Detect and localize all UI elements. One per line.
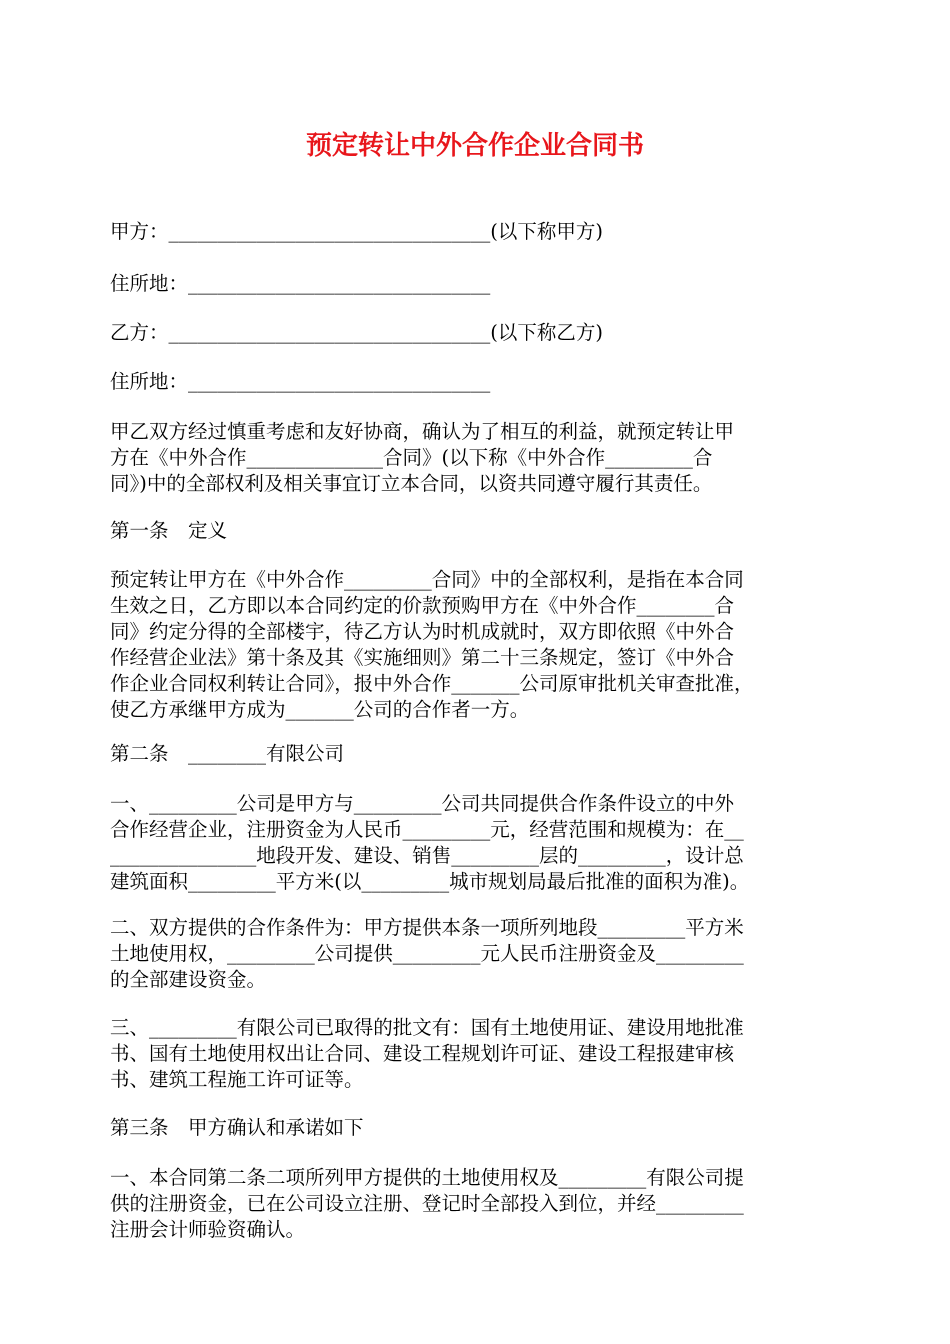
text-line: 供的注册资金，已在公司设立注册、登记时全部投入到位，并经_________: [110, 1192, 744, 1215]
article2-item1-paragraph: [110, 791, 842, 895]
text-line: 一、_________公司是甲方与_________公司共同提供合作条件设立的中外: [110, 792, 735, 815]
text-line: 甲乙双方经过慎重考虑和友好协商，确认为了相互的利益，就预定转让甲: [110, 420, 735, 443]
text-line: 预定转让甲方在《中外合作_________合同》中的全部权利，是指在本合同: [110, 568, 744, 591]
article3-item1-paragraph: [110, 1165, 842, 1243]
article2-heading: 第二条 ________有限公司: [110, 742, 345, 765]
text-line: 作经营企业法》第十条及其《实施细则》第二十三条规定，签订《中外合: [110, 646, 735, 669]
article2-item3-paragraph: [110, 1015, 842, 1093]
text-line: 土地使用权，_________公司提供_________元人民币注册资金及_________: [110, 942, 744, 965]
preamble-paragraph: [110, 419, 842, 497]
article1-heading: 第一条 定义: [110, 519, 228, 542]
party-b-line: 乙方：_________________________________(以下称乙方): [110, 321, 603, 344]
party-a-line: 甲方：_________________________________(以下称甲方): [110, 220, 603, 243]
text-line: 合作经营企业，注册资金为人民币_________元，经营范围和规模为：在__: [110, 818, 744, 841]
text-line: 书、国有土地使用权出让合同、建设工程规划许可证、建设工程报建审核: [110, 1042, 735, 1065]
text-line: 二、双方提供的合作条件为：甲方提供本条一项所列地段_________平方米: [110, 916, 744, 939]
document-title: 预定转让中外合作企业合同书: [305, 131, 644, 161]
text-line: 一、本合同第二条二项所列甲方提供的土地使用权及_________有限公司提: [110, 1166, 744, 1189]
party-a-address-line: 住所地：_______________________________: [110, 272, 491, 295]
text-line: 的全部建设资金。: [110, 968, 267, 991]
text-line: 同》约定分得的全部楼宇，待乙方认为时机成就时，双方即依照《中外合: [110, 620, 735, 643]
text-line: 三、_________有限公司已取得的批文有：国有土地使用证、建设用地批准: [110, 1016, 744, 1039]
article1-paragraph: [110, 567, 842, 723]
text-line: 同》)中的全部权利及相关事宜订立本合同，以资共同遵守履行其责任。: [110, 472, 713, 495]
text-line: 生效之日，乙方即以本合同约定的价款预购甲方在《中外合作________合: [110, 594, 735, 617]
text-line: 书、建筑工程施工许可证等。: [110, 1068, 364, 1091]
text-line: 方在《中外合作______________合同》(以下称《中外合作_________合: [110, 446, 713, 469]
text-line: 使乙方承继甲方成为_______公司的合作者一方。: [110, 698, 530, 721]
text-line: 作企业合同权利转让合同》，报中外合作_______公司原审批机关审查批准，: [110, 672, 754, 695]
text-line: 建筑面积_________平方米(以_________城市规划局最后批准的面积为准)。: [110, 870, 750, 893]
text-line: _______________地段开发、建设、销售_________层的_________，设计总: [110, 844, 744, 867]
article2-item2-paragraph: [110, 915, 842, 993]
party-b-address-line: 住所地：_______________________________: [110, 370, 491, 393]
article3-heading: 第三条 甲方确认和承诺如下: [110, 1116, 364, 1139]
text-line: 注册会计师验资确认。: [110, 1218, 306, 1241]
